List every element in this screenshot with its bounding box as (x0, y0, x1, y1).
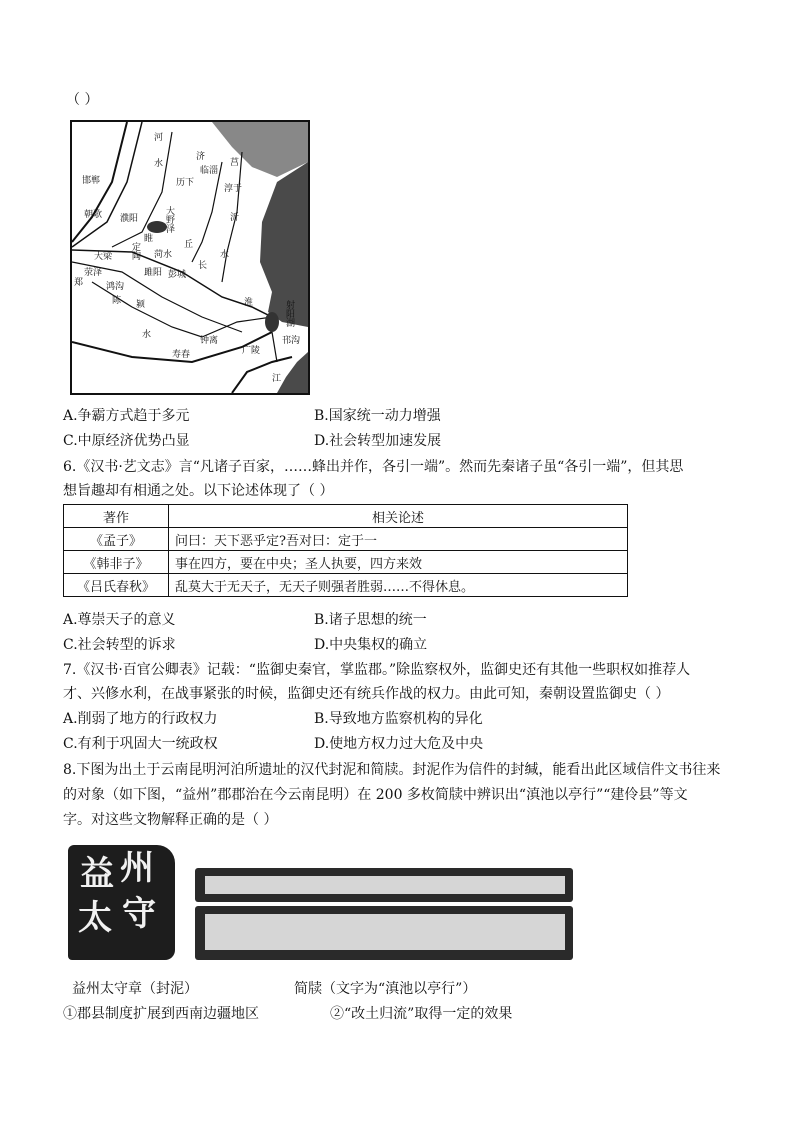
q5-option-c[interactable]: C.中原经济优势凸显 (63, 433, 190, 449)
map-label: 钟离 (200, 336, 219, 346)
table-cell: 事在四方，要在中央；圣人执要，四方来效 (169, 551, 628, 574)
seal-glyph: 守 (122, 894, 156, 934)
map-label: 江 (272, 374, 282, 384)
map-label: 淳于 (224, 184, 243, 194)
seal-glyph: 益 (80, 854, 114, 894)
table-header-cell: 相关论述 (169, 505, 628, 528)
q7-option-b[interactable]: B.导致地方监察机构的异化 (314, 711, 483, 727)
table-header-row (64, 505, 628, 528)
map-label: 大梁 (94, 252, 113, 262)
q5-option-b[interactable]: B.国家统一动力增强 (314, 408, 441, 424)
q8-stem-line-2: 的对象（如下图，“益州”郡郡治在今云南昆明）在 200 多枚简牍中辨识出“滇池以亭行”“建伶县”等文 (63, 787, 688, 803)
map-label: 寿春 (172, 350, 191, 360)
q7-stem-line-1: 7.《汉书·百官公卿表》记载：“监御史秦官，掌监郡。”除监察权外，监御史还有其他一些职权如推荐人 (63, 662, 691, 678)
q6-table (63, 504, 628, 597)
map-label: 邗沟 (282, 336, 301, 346)
bamboo-slip-image-top (195, 868, 573, 902)
q5-option-d[interactable]: D.社会转型加速发展 (314, 433, 442, 449)
q6-option-a[interactable]: A.尊崇天子的意义 (63, 612, 176, 628)
seal-glyph: 太 (78, 898, 112, 938)
map-label: 丘 (184, 240, 194, 250)
table-row (64, 551, 628, 574)
q8-stem-line-1: 8.下图为出土于云南昆明河泊所遗址的汉代封泥和简牍。封泥作为信件的封缄，能看出此区域信件文书往来 (63, 762, 721, 778)
map-label: 射阳湖 (284, 300, 294, 327)
map-label: 历下 (176, 178, 195, 188)
bamboo-slip-image-bottom (195, 906, 573, 960)
q8-statement-2: ②“改土归流”取得一定的效果 (330, 1006, 513, 1022)
map-label: 莒 (230, 158, 240, 168)
map-label: 郑 (74, 278, 84, 288)
map-label: 荥泽 (84, 268, 103, 278)
map-label: 鸿沟 (106, 282, 125, 292)
map-label: 彭城 (168, 270, 187, 280)
q7-option-d[interactable]: D.使地方权力过大危及中央 (314, 736, 484, 752)
table-row (64, 528, 628, 551)
q8-statement-1: ①郡县制度扩展到西南边疆地区 (63, 1006, 259, 1022)
q7-stem-line-2: 才、兴修水利，在战事紧张的时候，监御史还有统兵作战的权力。由此可知，秦朝设置监御史（ ） (63, 686, 670, 702)
map-label: 淮 (244, 298, 254, 308)
table-cell: 《韩非子》 (64, 551, 169, 574)
map-label: 睢 (144, 234, 154, 244)
q6-stem-line-1: 6.《汉书·艺文志》言“凡诸子百家，……蜂出并作，各引一端”。然而先秦诸子虽“各引一端”，但其思 (63, 459, 684, 475)
map-label: 临淄 (200, 166, 219, 176)
map-label: 雎阳 (144, 268, 163, 278)
table-cell: 《吕氏春秋》 (64, 574, 169, 597)
map-label: 水 (220, 250, 230, 260)
table-cell: 问曰：天下恶乎定?吾对曰：定于一 (169, 528, 628, 551)
map-label: 邯郸 (82, 176, 101, 186)
table-row (64, 574, 628, 597)
map-label: 定陶 (130, 242, 140, 260)
q5-answer-bracket: （ ） (66, 92, 99, 108)
map-label: 陈 (112, 296, 122, 306)
map-label: 大野泽 (164, 206, 174, 233)
map-label: 水 (152, 158, 162, 167)
clay-seal-image (68, 845, 175, 960)
table-cell: 乱莫大于无天子，无天子则强者胜弱……不得休息。 (169, 574, 628, 597)
q6-stem-line-2: 想旨趣却有相通之处。以下论述体现了（ ） (63, 483, 334, 499)
table-header-cell: 著作 (64, 505, 169, 528)
q6-option-b[interactable]: B.诸子思想的统一 (314, 612, 427, 628)
q6-option-c[interactable]: C.社会转型的诉求 (63, 637, 176, 653)
map-label: 沂 (228, 212, 238, 221)
map-label: 菏水 (154, 250, 173, 260)
seal-glyph: 州 (120, 848, 154, 888)
q5-option-a[interactable]: A.争霸方式趋于多元 (63, 408, 190, 424)
map-label: 濮阳 (120, 214, 139, 224)
map-label: 长 (196, 260, 206, 269)
seal-caption: 益州太守章（封泥） (72, 981, 198, 997)
q8-stem-line-3: 字。对这些文物解释正确的是（ ） (63, 812, 278, 828)
q7-option-c[interactable]: C.有利于巩固大一统政权 (63, 736, 218, 752)
map-label: 济 (196, 152, 206, 162)
slip-caption: 简牍（文字为“滇池以亭行”） (294, 981, 477, 997)
map-label: 河 (152, 132, 162, 141)
map-label: 朝歌 (84, 210, 103, 220)
historical-map (70, 120, 310, 395)
map-label: 颍 (136, 300, 146, 310)
q7-option-a[interactable]: A.削弱了地方的行政权力 (63, 711, 218, 727)
q6-option-d[interactable]: D.中央集权的确立 (314, 637, 428, 653)
map-label: 广陵 (242, 346, 261, 356)
table-cell: 《孟子》 (64, 528, 169, 551)
map-label: 水 (142, 330, 152, 340)
